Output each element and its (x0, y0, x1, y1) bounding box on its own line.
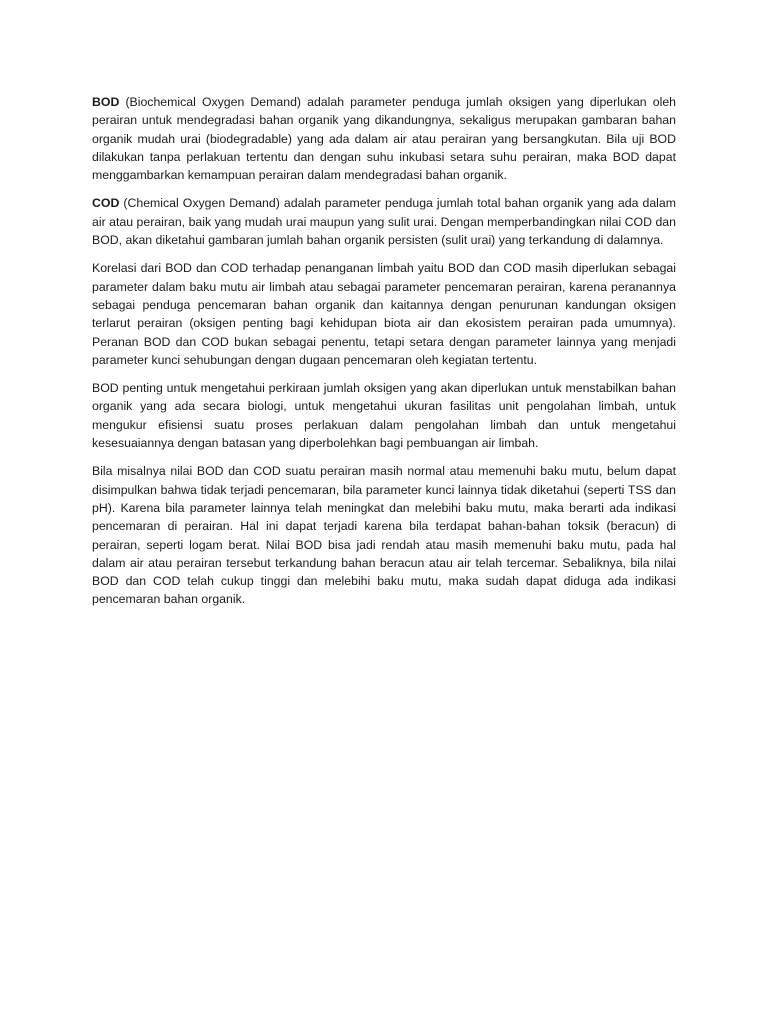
paragraph-interpretation: Bila misalnya nilai BOD dan COD suatu perairan masih normal atau memenuhi baku mutu, belum dapat disimpulkan bahwa tidak terjadi pencemaran, bila parameter kunci lainnya tidak diketahui (seperti TSS dan pH). Karena bila parameter lainnya telah meningkat dan melebihi baku mutu, maka berarti ada indikasi pencemaran di perairan. Hal ini dapat terjadi karena bila terdapat bahan-bahan toksik (beracun) di perairan, seperti logam berat. Nilai BOD bisa jadi rendah atau masih memenuhi baku mutu, pada hal dalam air atau perairan tersebut terkandung bahan beracun atau air telah tercemar. Sebaliknya, bila nilai BOD dan COD telah cukup tinggi dan melebihi baku mutu, maka sudah dapat diduga ada indikasi pencemaran bahan organik. (92, 464, 676, 607)
paragraph-bod-importance: BOD penting untuk mengetahui perkiraan jumlah oksigen yang akan diperlukan untuk menstabilkan bahan organik yang ada secara biologi, untuk mengetahui ukuran fasilitas unit pengolahan limbah, untuk mengukur efisiensi suatu proses perlakuan dalam pengolahan limbah dan untuk mengetahui kesesuaiannya dengan batasan yang diperbolehkan bagi pembuangan air limbah. (92, 381, 676, 451)
term-bod: BOD (92, 95, 120, 109)
paragraph-bod-definition (92, 93, 676, 184)
paragraph-text: (Chemical Oxygen Demand) adalah parameter penduga jumlah total bahan organik yang ada dalam air atau perairan, baik yang mudah urai maupun yang sulit urai. Dengan memperbandingkan nilai COD dan BOD, akan diketahui gambaran jumlah bahan organik persisten (sulit urai) yang terkandung di dalamnya. (92, 196, 676, 248)
document-page (92, 93, 676, 619)
paragraph-correlation: Korelasi dari BOD dan COD terhadap penanganan limbah yaitu BOD dan COD masih diperlukan sebagai parameter dalam baku mutu air limbah atau sebagai parameter pencemaran perairan, karena peranannya sebagai penduga pencemaran bahan organik dan kaitannya dengan penurunan kandungan oksigen terlarut perairan (oksigen penting bagi kehidupan biota air dan ekosistem perairan pada umumnya). Peranan BOD dan COD bukan sebagai penentu, tetapi setara dengan parameter lainnya yang menjadi parameter kunci sehubungan dengan dugaan pencemaran oleh kegiatan tertentu. (92, 261, 676, 367)
term-cod: COD (92, 196, 120, 211)
paragraph-cod-definition (92, 194, 676, 249)
paragraph-text: (Biochemical Oxygen Demand) adalah parameter penduga jumlah oksigen yang diperlukan oleh perairan untuk mendegradasi bahan organik yang dikandungnya, sekaligus merupakan gambaran bahan organik mudah urai (biodegradable) yang ada dalam air atau perairan yang bersangkutan. Bila uji BOD dilakukan tanpa perlakuan tertentu dan dengan suhu inkubasi setara suhu perairan, maka BOD dapat menggambarkan kemampuan perairan dalam mendegradasi bahan organik. (92, 95, 676, 183)
